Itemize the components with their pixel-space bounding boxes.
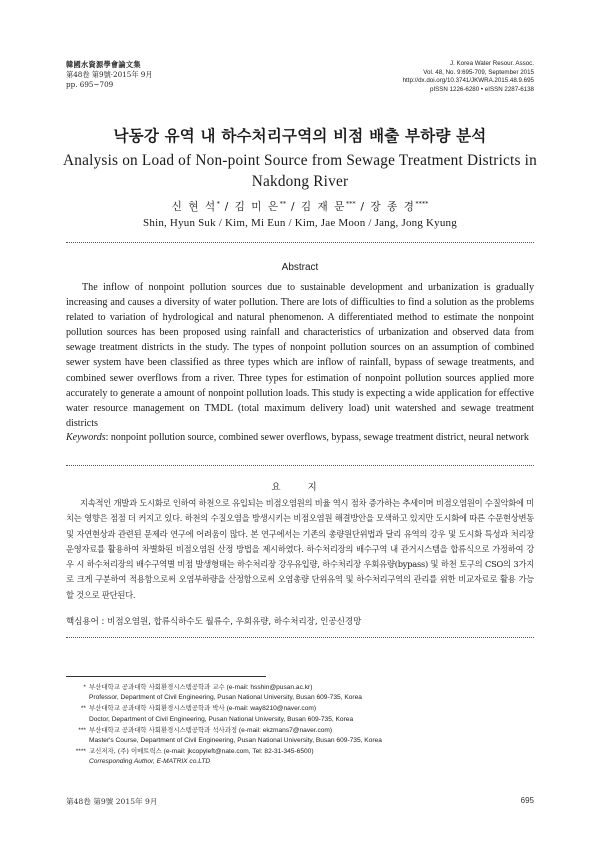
divider	[66, 637, 534, 638]
footnote-contact: (e-mail: hsshin@pusan.ac.kr)	[224, 684, 313, 691]
author-ko-1: 신 현 석	[171, 201, 217, 213]
issn: pISSN 1226-6280 • eISSN 2287-6138	[430, 85, 534, 93]
footnote-en: Master's Course, Department of Civil Engineering, Pusan National University, Busan 609-735, Korea	[89, 737, 382, 745]
author-ko-2: 김 미 은	[234, 201, 280, 213]
abstract-text: The inflow of nonpoint pollution sources due to sustainable development and urbanization is gradually increasing and causes a diversity of water pollution. There are lots of difficulties to find a solution as the problems related to variation of hydrological and natural phenomenon. A differentiated method to estimate the nonpoint pollution sources has been proposed using rainfall and characteristics of urbanization and observed data from sewage treatment districts in the study. The types of nonpoint pollution sources on an assumption of combined sewer system have been classified as three types which are inflow of rainfall, bypass of sewage treatments, and combined sewer overflows from a river. Three types for estimation of nonpoint pollution sources applied more accurately to generate a amount of nonpoint pollution loads. This study is expecting a wide application for effective water resource management on TMDL (total maximum delivery load) unit watershed and sewage treatment districts	[66, 282, 534, 429]
footnote-ko: 부산대학교 공과대학 사회환경시스템공학과 박사	[89, 704, 225, 713]
abstract-heading: Abstract	[281, 262, 319, 273]
author-separator: /	[355, 201, 371, 213]
footnote-contact: (e-mail: jkcopyleft@nate.com, Tel: 82-31-345-6500)	[161, 748, 314, 756]
journal-name: 韓國水資源學會論文集	[66, 60, 141, 69]
divider	[66, 242, 534, 243]
title-english-line1: Analysis on Load of Non-point Source from Sewage Treatment Districts in	[63, 152, 537, 169]
footnote-mark: **	[80, 705, 86, 713]
footnote-ko: 교신저자, (주) 이메트릭스	[89, 747, 162, 756]
keywords-text: : nonpoint pollution source, combined sewer overflows, bypass, sewage treatment district, neural network	[105, 432, 529, 443]
footnote-mark: *	[83, 684, 86, 691]
footnote-en: Corresponding Author, E-MATRIX co.LTD	[89, 758, 211, 766]
doi-link[interactable]: http://dx.doi.org/10.3741/JKWRA.2015.48.9.695	[402, 77, 534, 85]
footnote-ko: 부산대학교 공과대학 사회환경시스템공학과 석사과정	[89, 725, 238, 734]
author-ko-3-mark: ***	[345, 199, 356, 208]
author-ko-3: 김 재 문	[300, 201, 346, 213]
title-english	[40, 150, 560, 192]
footnote-2	[72, 703, 532, 714]
author-separator: /	[286, 201, 301, 213]
footnote-contact: (e-mail: ekzmans7@naver.com)	[237, 726, 333, 734]
korean-abstract-text: 지속적인 개발과 도시화로 인하여 하천으로 유입되는 비점오염원의 비율 역시 점차 증가하는 추세이며 비점오염원이 수질악화에 미치는 영향은 점점 더 커지고 있다. 하천의 수질오염을 방생시키는 비점오염원 해결방안을 모색하고 있지만 도시화에 따른 수문현상변동 및 자연현상과 관련된 문제라 연구에 어려움이 많다. 본 연구에서는 기존의 총량원단위법과 달리 유역의 강우 및 도시화 특성과 처리장 운영자료를 활용하여 차별화된 비점오염원 산정 방법을 제시하였다. 하수처리장의 배수구역 내 관거시스템을 합류식으로 가정하여 강우 시 하수처리장의 배수구역별 비점 발생형태는 하수처리장 강우유입량, 하수처리장 우회유량(bypass) 및 하천 토구의 CSO의 3가지로 크게 구분하여 적용함으로써 오염부하량을 산정함으로써 오염총량 단위유역 및 하수처리구역의 관리를 위한 비교자료로 활용 가능할 것으로 판단된다.	[66, 498, 534, 600]
authors-korean	[40, 199, 560, 214]
korean-abstract-heading: 요 지	[271, 482, 329, 493]
journal-abbreviation: J. Korea Water Resour. Assoc.	[449, 60, 534, 67]
korean-keywords	[66, 615, 534, 627]
footnote-ko: 부산대학교 공과대학 사회환경시스템공학과 교수	[89, 683, 225, 691]
author-ko-4-mark: ****	[415, 199, 429, 208]
title-english-line2: Nakdong River	[251, 173, 349, 190]
page-number: 695	[520, 796, 534, 805]
page-range: pp. 695~709	[66, 80, 114, 89]
footnote-en: Doctor, Department of Civil Engineering, Pusan National University, Busan 609-735, Korea	[89, 715, 354, 723]
footnote-1	[72, 682, 532, 693]
journal-header-right	[403, 60, 534, 94]
author-ko-1-mark: *	[216, 199, 220, 208]
volume-info: Vol. 48, No. 9:695-709, September 2015	[423, 68, 534, 76]
author-separator: /	[219, 201, 235, 213]
author-ko-2-mark: **	[279, 199, 287, 208]
author-ko-4: 장 종 경	[370, 201, 416, 213]
korean-keywords-text: : 비점오염원, 합류식하수도 월류수, 우회유량, 하수처리장, 인공신경망	[98, 617, 362, 627]
footnote-4	[72, 746, 532, 757]
authors-english: Shin, Hyun Suk / Kim, Mi Eun / Kim, Jae Moon / Jang, Jong Kyung	[143, 217, 457, 229]
volume-issue: 第48卷 第9號·2015年 9月	[66, 70, 153, 79]
journal-header-left	[66, 60, 153, 90]
keywords-label: Keywords	[66, 432, 106, 443]
footnote-en: Professor, Department of Civil Engineering, Pusan National University, Busan 609-735, Korea	[89, 694, 362, 702]
korean-keywords-label: 핵심용어	[66, 617, 99, 627]
footnote-contact: (e-mail: way8210@naver.com)	[224, 705, 317, 713]
title-korean: 낙동강 유역 내 하수처리구역의 비점 배출 부하량 분석	[113, 127, 487, 145]
footnotes	[72, 682, 532, 768]
divider	[66, 465, 534, 466]
abstract-keywords	[66, 431, 534, 445]
footnote-3	[72, 725, 532, 736]
footnote-rule	[66, 676, 266, 677]
footnote-mark: ****	[75, 748, 86, 756]
footnote-mark: ***	[78, 726, 86, 734]
footer-volume: 第48卷 第9號 2015年 9月	[66, 797, 158, 806]
